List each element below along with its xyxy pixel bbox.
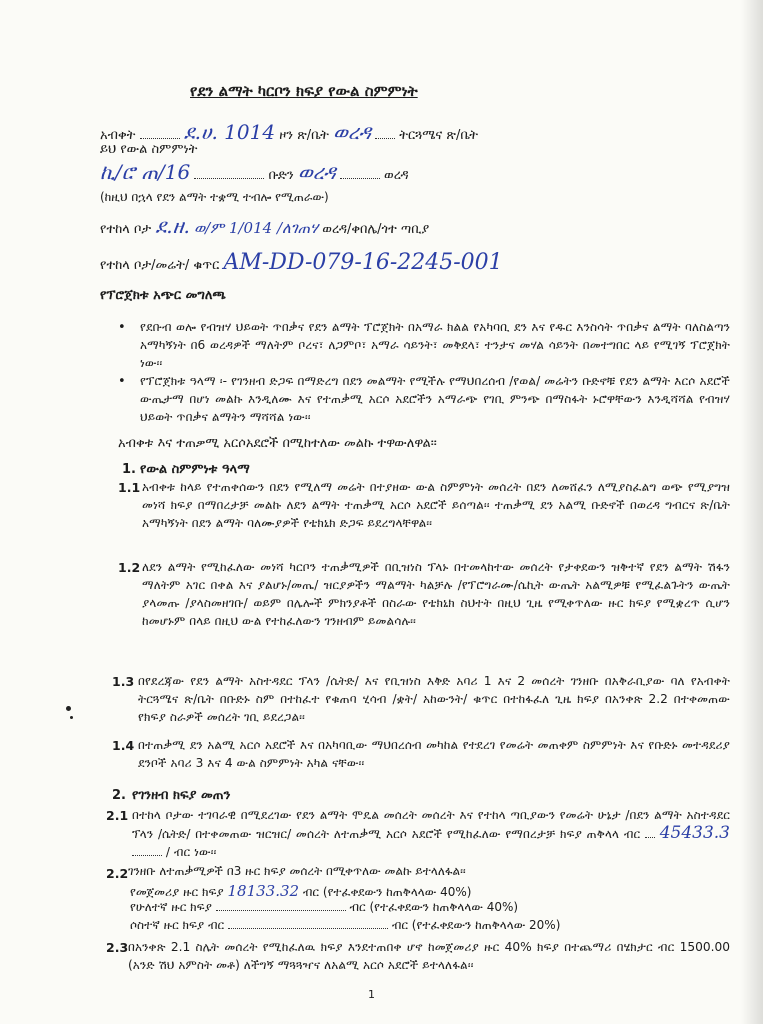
bullet-paragraph: የደቡብ ወሎ የብዝሃ ህይወት ጥበቃና የደን ልማት ፕሮጀክት በአማራ ክልል የአካባቢ ደን እና የዱር እንስሳት ጥበቃና ልማት ባለስልጣን አማካኝነት በ6 ወረዳዎች ማለትም ቦረና፣ ለጋምቦ፣ አማራ ሳይንት፣ መቅደላ፣ ተንታና መሃል ሳይንት በመተግበር ላይ የሚገኝ ፕሮጀክት ነው፡፡ xyxy=(140,320,730,370)
section-title: የውል ስምምነቱ ዓላማ xyxy=(140,462,250,477)
payment-line xyxy=(130,900,518,915)
header-line-3 xyxy=(100,160,409,184)
clause-text: በአንቀጽ 2.1 ስሌት መሰረት የሚከፈለዉ ክፍያ እንደተጠበቀ ሆኖ ከመጀመሪያ ዙር 40% ክፍያ በተጨማሪ በሄክታር ብር 1500.00 (አንድ ሽህ አምስት መቶ) ለችግኝ ማጓጓዣና ለአልሚ አርሶ አደሮች ይተላለፋል፡፡ xyxy=(128,940,730,972)
clause-number: 1.1 xyxy=(118,480,141,495)
scan-shadow-edge xyxy=(741,0,763,1024)
document-title: የደን ልማት ካርቦን ክፍያ የውል ስምምነት xyxy=(190,82,418,100)
clause-number: 1.3 xyxy=(112,674,135,689)
payment-line xyxy=(130,882,471,900)
site-number-label: የተከላ ቦታ/መሬት/ ቁጥር xyxy=(100,258,220,273)
site-date-handwritten: ወ/ም 1/014 /ለገጠሃ xyxy=(193,219,319,237)
payment-amount-handwritten: 18133.32 xyxy=(227,882,300,900)
clause-number: 2.2 xyxy=(106,866,129,881)
section-number: 2. xyxy=(112,788,126,803)
clause-2-1-suffix: / ብር ነው፡፡ xyxy=(165,845,217,859)
clause-number: 2.3 xyxy=(106,940,129,955)
section-number: 1. xyxy=(122,462,136,477)
bullet-paragraph: የፕሮጀክቱ ዓላማ ፡- የገንዘብ ድጋፍ በማድረግ በደን መልማት የሚችሉ የማህበረሰብ /የወል/ መሬትን ቡድኖቹ የደን ልማት እርሶ አደሮች ውጤታማ በሆነ መልኩ እንዲለሙ እና የተጠቃሚ አርሶ አደሮችን አማራጭ የገቢ ምንጭ በማስፋት ኑሮዋቸውን እንዲሻሻል የብዝሃ ህይወት ጥበቃና ልማትን ማሻሻል ነው፡፡ xyxy=(140,374,730,424)
section-title: የገንዘብ ክፍያ መጠን xyxy=(132,788,231,803)
payment-note: ብር (የተፈቀደውን ከጠቅላላው 40%) xyxy=(349,900,519,914)
payment-round-label: ሶስተኛ ዙር ክፍያ ብር xyxy=(130,918,225,932)
zone-handwritten: ወረዳ xyxy=(333,120,371,144)
header-line-1 xyxy=(100,120,478,144)
payment-note: ብር (የተፈቀደውን ከጠቅላላው 20%) xyxy=(391,918,561,932)
site-code-handwritten: AM-DD-079-16-2245-001 xyxy=(223,250,503,275)
clause-2-1-text: በተከላ ቦታው ተገባራዊ በሚደረገው የደን ልማት ሞዴል መሰረት መሰረት እና የተከላ ጣቢያውን የመሬት ሁኔታ /በደን ልማት አስተዳደር ፕላን /ሴትድ/ በተቀመጠው ዝርዝር/ መሰረት ለተጠቃሚ አርሶ አደሮች የሚከፈለው የማበረታቻ ክፍያ ጠቅላላ ብር xyxy=(132,808,730,841)
clause-2-2-intro: ገንዘቡ ለተጠቃሚዎች በ3 ዙር ክፍያ መሰረት በሚቀጥለው መልኩ ይተላለፋል፡፡ xyxy=(128,864,466,878)
clause-text xyxy=(132,806,730,861)
clause-number: 1.2 xyxy=(118,560,141,575)
planting-site-label: የተከላ ቦታ xyxy=(100,222,152,237)
header-line-5 xyxy=(100,214,429,238)
intro-statement: አብቀቱ እና ተጠቃሚ አርሶአደሮች በሚከተለው መልኩ ተዋውለዋል፡፡ xyxy=(118,436,437,451)
site-handwritten: ደ.ዘ. xyxy=(155,214,190,238)
group-label: ቡድን xyxy=(268,168,294,183)
payment-note: ብር (የተፈቀደውን ከጠቅላላው 40%) xyxy=(302,885,472,899)
clause-number: 2.1 xyxy=(106,808,129,823)
payment-round-label: የሁለተኛ ዙር ክፍያ xyxy=(130,900,212,914)
woreda-label: ወረዳ xyxy=(384,168,409,183)
scan-speck xyxy=(70,716,73,719)
payment-line xyxy=(130,918,560,933)
clause-text: በየደረጃው የደን ልማት አስተዳደር ፕላን /ሴትድ/ እና የቢዝነስ እቅድ አባሪ 1 እና 2 መሰረት ገንዘቡ በአቅራቢያው ባለ የአብቀት ትርጓሜና ጽ/ቤት በቡድኑ ስም በተከፈተ የቁጠባ ሂሳብ /ቋት/ አከውንት/ ቁጥር በተከፋፈለ ጊዜ ክፍያ በአንቀጽ 2.2 በተቀመጠው የክፍያ ስራዎች መሰረት ገቢ ይደረጋል፡፡ xyxy=(138,674,730,724)
office-label: ትርጓሜና ጽ/ቤት xyxy=(399,128,479,143)
project-summary-heading: የፕሮጀክቱ አጭር መግለጫ xyxy=(100,288,226,303)
header-line-4: (ከዚህ በኋላ የደን ልማት ተቋሚ ተብሎ የሚጠራው) xyxy=(100,190,329,204)
woreda-kebele-label: ወረዳ/ቀበሌ/ጎተ ጣቢያ xyxy=(322,222,430,237)
date-handwritten: ኪ/ሮ ጠ/16 xyxy=(100,160,191,184)
page-number: 1 xyxy=(368,988,375,1001)
payment-round-label: የመጀመሪያ ዙር ክፍያ xyxy=(130,885,224,899)
scan-speck xyxy=(66,706,71,711)
agreement-number-handwritten: ደ.ሀ. 1014 xyxy=(183,120,276,144)
header-line-6 xyxy=(100,250,503,275)
bullet-marker: • xyxy=(118,320,126,335)
zone-office-label: ዞን ጽ/ቤት xyxy=(279,128,329,143)
group-handwritten: ወረዳ xyxy=(297,160,336,184)
header-line-2: ይህ የውል ስምምነት xyxy=(100,142,198,157)
clause-text: ለደን ልማት የሚከፈለው መነሻ ካርቦን ተጠቃሚዎች በቢዝነስ ፕላኑ በተመላከተው መሰረት የታቀደውን ዝቅተኛ የደን ልማት ሽፋን ማለትም አገር በቀል እና ያልሆኑ/መጤ/ ዝርያዎችን ማልማት ካልቻሉ /የፕሮግራሙ/ሴኪት ውጤት አልሚዎቹ የሚፈልጉትን ውጤት ያላመጡ /ያላስመዘገቡ/ ወይም በሌሎች ምክንያቶች በስራው የቴክኒክ ስህተት በዚህ ጊዜ የሚቀጥለው ዙር ክፍያ የሚቋረጥ ሲሆን ከመሆኑም በላይ በዚህ ውል የተከፈለውን ገንዘብም ይመልሳሉ፡፡ xyxy=(142,560,730,628)
total-amount-handwritten: 45433.3 xyxy=(659,823,731,843)
agency-label: አብቀት xyxy=(100,128,136,143)
clause-text: በተጠቃሚ ደን አልሚ አርሶ አደሮች እና በአካባቢው ማህበረሰብ መካከል የተደረገ የመሬት መጠቀም ስምምነት እና የቡድኑ መተዳደሪያ ደንቦች አባሪ 3 እና 4 ውል ስምምነት አካል ናቸው፡፡ xyxy=(138,738,730,770)
clause-number: 1.4 xyxy=(112,738,135,753)
clause-text: አብቀቱ ከላይ የተጠቀሰውን በደን የሚለማ መሬት በተያዘው ውል ስምምነት መሰረት በደን ለመሸፈን ለሚያስፈልግ ወጭ የሚያግዝ መነሻ ክፍያ በማበረታቻ መልኩ ለደን ልማት ተጠቃሚ አርሶ አደሮች ይሰጣል፡፡ ተጠቃሚ ደን አልሚ ቡድኖች በወረዳ ግብርና ጽ/ቤት አማካኝነት በደን ልማት ባለሙያዎች የቴክኒክ ድጋፍ ይደረግላቸዋል፡፡ xyxy=(142,480,730,530)
bullet-marker: • xyxy=(118,374,126,389)
